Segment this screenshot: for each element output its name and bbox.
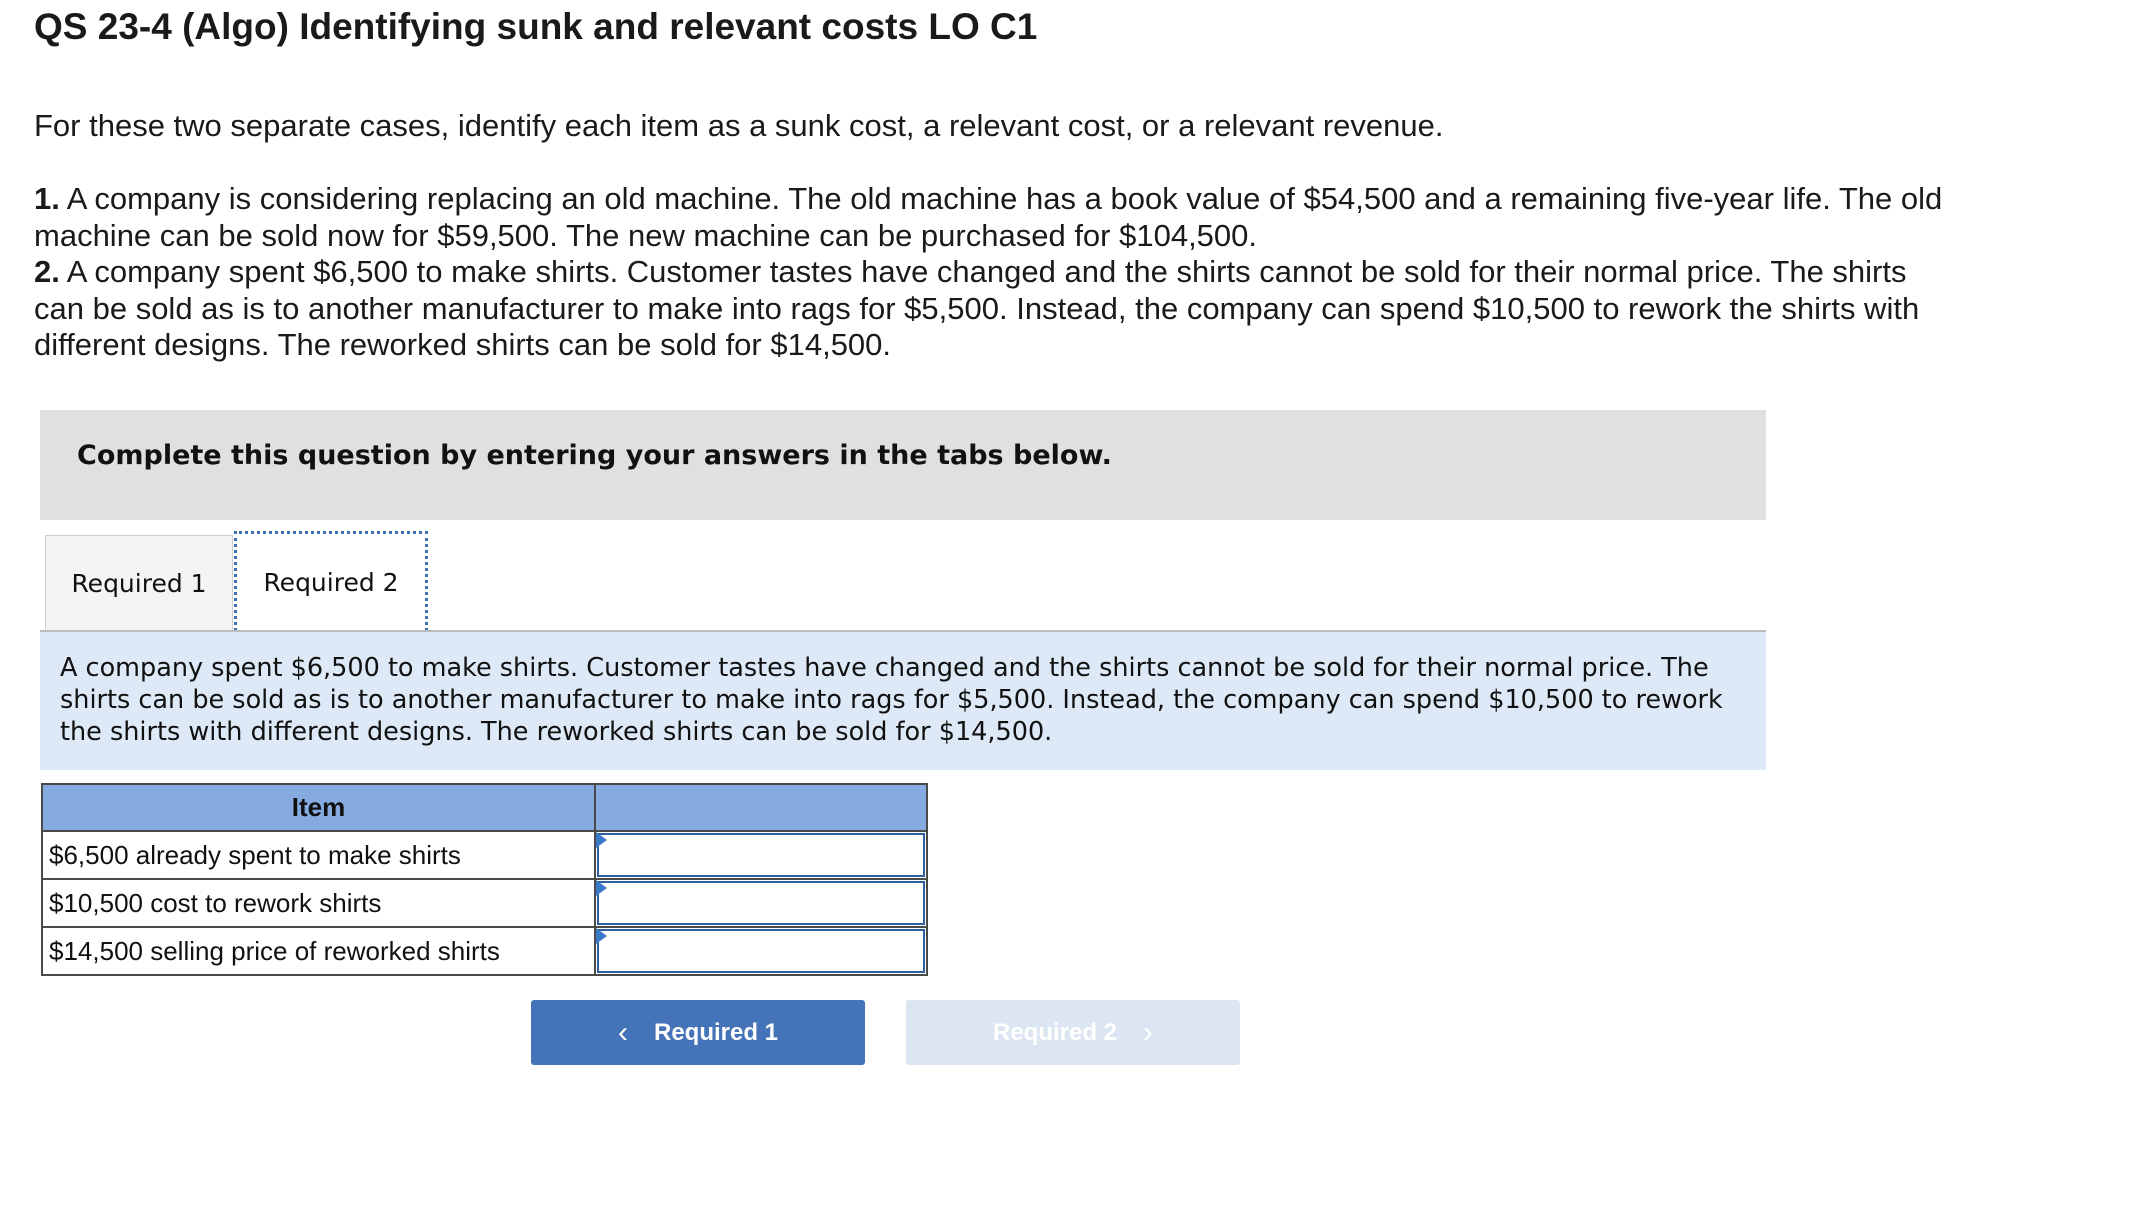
row-3-item: $14,500 selling price of reworked shirts [42, 927, 595, 975]
instructions-text: Complete this question by entering your answers in the tabs below. [77, 440, 1112, 471]
page-title: QS 23-4 (Algo) Identifying sunk and relevant costs LO C1 [34, 6, 1038, 47]
row-3-answer-cell [595, 927, 927, 975]
dropdown-marker-icon [596, 880, 607, 896]
tab-required-2-label: Required 2 [263, 568, 399, 597]
case-2 [34, 254, 1964, 364]
tab-required-2[interactable] [234, 531, 428, 631]
row-2-item: $10,500 cost to rework shirts [42, 879, 595, 927]
row-3-answer-dropdown[interactable] [597, 929, 925, 973]
tab-required-1[interactable] [45, 535, 233, 630]
scenario-text: A company spent $6,500 to make shirts. Customer tastes have changed and the shirts cannot be sold for their normal price. The shirts can be sold as is to another manufacturer to make into rags for $5,500. Instead, the company can spend $10,500 to rework the shirts with different designs. The reworked shirts can be sold for $14,500. [60, 653, 1723, 747]
instructions-banner [40, 410, 1766, 520]
scenario-panel [40, 632, 1766, 770]
header-answer [595, 784, 927, 831]
chevron-left-icon: ‹ [617, 1015, 628, 1049]
prev-required-label: Required 1 [653, 1018, 779, 1046]
answer-table [41, 783, 928, 976]
row-1-item: $6,500 already spent to make shirts [42, 831, 595, 879]
row-2-answer-cell [595, 879, 927, 927]
next-required-label: Required 2 [992, 1018, 1118, 1046]
tab-required-1-label: Required 1 [71, 568, 207, 598]
case-1-number: 1. [34, 181, 60, 216]
row-1-answer-cell [595, 831, 927, 879]
case-list [34, 181, 1964, 364]
intro-text: For these two separate cases, identify each item as a sunk cost, a relevant cost, or a relevant revenue. [34, 108, 1444, 143]
table-row [42, 927, 927, 975]
case-1-text: A company is considering replacing an old machine. The old machine has a book value of $54,500 and a remaining five-year life. The old machine can be sold now for $59,500. The new machine can be purchased for $104,500. [34, 181, 1943, 253]
header-item: Item [42, 784, 595, 831]
row-2-answer-dropdown[interactable] [597, 881, 925, 925]
next-required-button [906, 1000, 1240, 1065]
case-1 [34, 181, 1964, 254]
dropdown-marker-icon [596, 928, 607, 944]
dropdown-marker-icon [596, 832, 607, 848]
case-2-number: 2. [34, 254, 60, 289]
chevron-right-icon: › [1143, 1015, 1154, 1049]
table-row [42, 831, 927, 879]
table-row [42, 879, 927, 927]
row-1-answer-dropdown[interactable] [597, 833, 925, 877]
prev-required-button[interactable] [531, 1000, 865, 1065]
case-2-text: A company spent $6,500 to make shirts. Customer tastes have changed and the shirts cannot be sold for their normal price. The shirts can be sold as is to another manufacturer to make into rags for $5,500. Instead, the company can spend $10,500 to rework the shirts with different designs. The reworked shirts can be sold for $14,500. [34, 254, 1920, 362]
table-header-row [42, 784, 927, 831]
